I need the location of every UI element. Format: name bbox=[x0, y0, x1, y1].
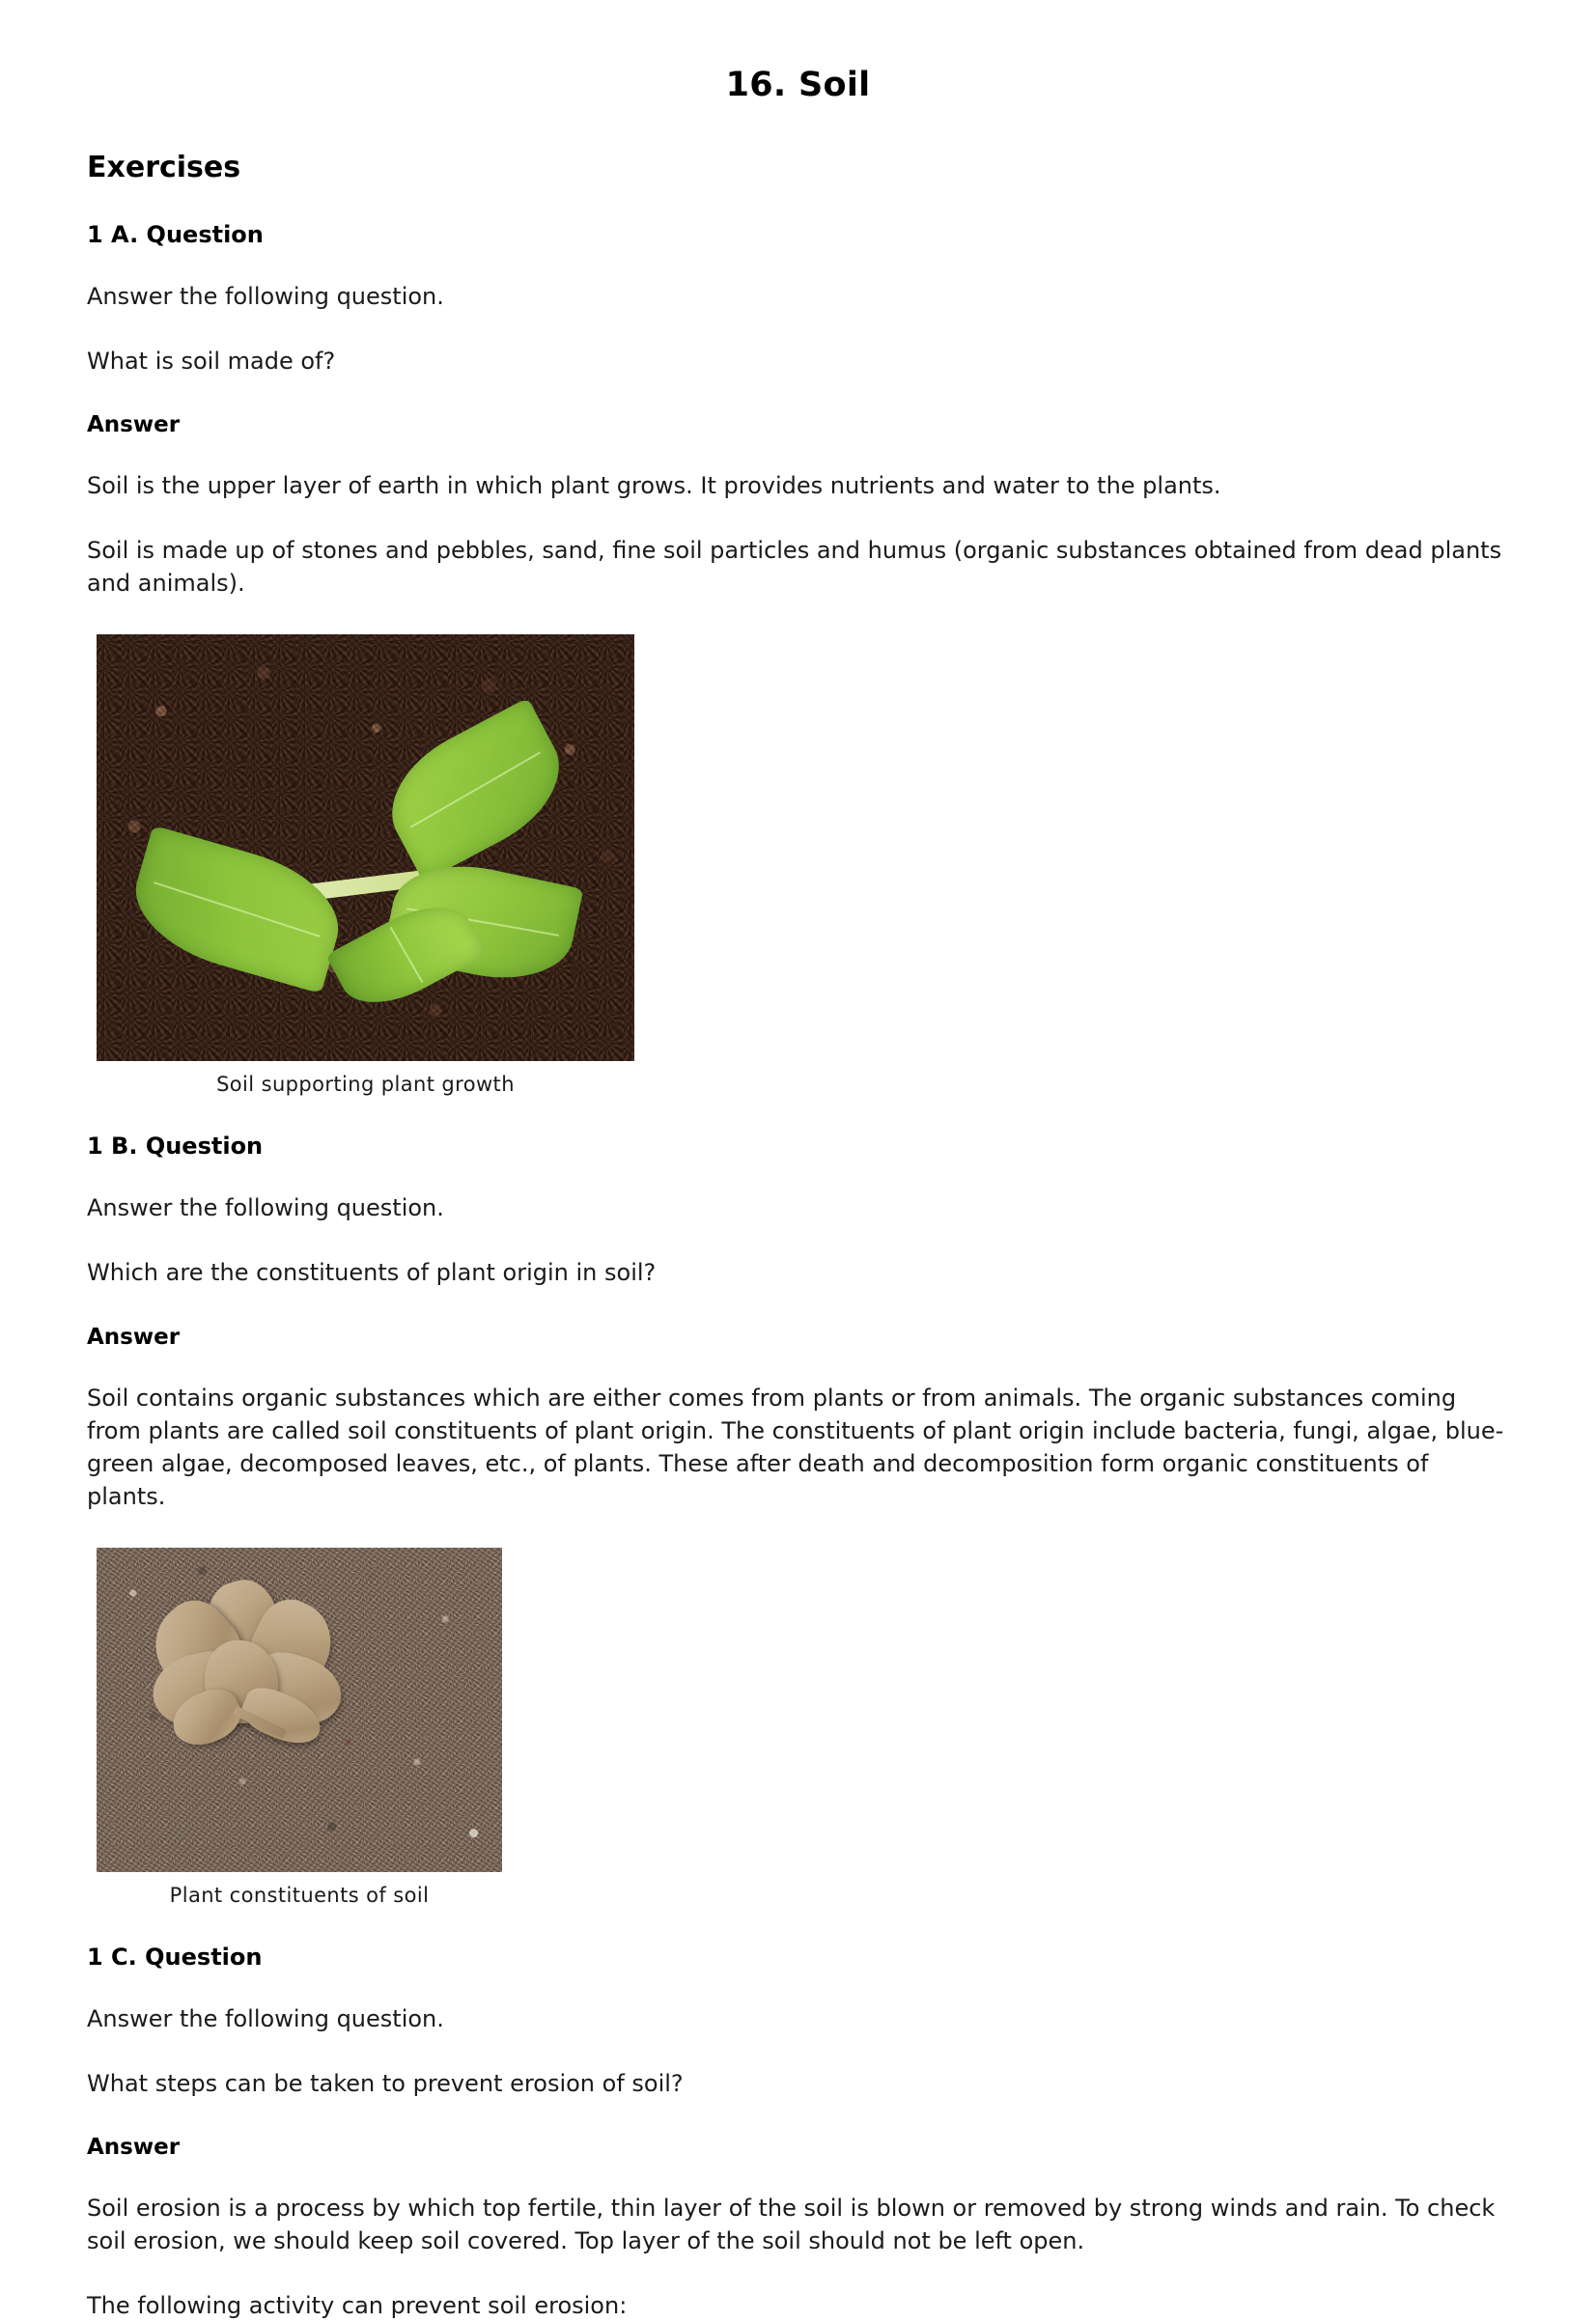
answer-paragraph-1b-1: Soil contains organic substances which are either comes from plants or from animals. The organic substances coming from plants are called soil constituents of plant origin. The constituents of plant origin include bacteria, fungi, algae, blue-green algae, decomposed leaves, etc., of plants. These after death and decomposition form organic constituents of plants. bbox=[87, 1384, 1504, 1510]
question-instruction-1a: Answer the following question. bbox=[87, 283, 444, 310]
answer-paragraph-1a-1: Soil is the upper layer of earth in which plant grows. It provides nutrients and water to the plants. bbox=[87, 472, 1221, 500]
section-heading-exercises: Exercises bbox=[87, 151, 241, 184]
answer-label-1b: Answer bbox=[87, 1324, 181, 1350]
question-heading-1a: 1 A. Question bbox=[87, 221, 264, 248]
image-dry-leaf-on-soil bbox=[97, 1548, 502, 1872]
figure-caption-1a: Soil supporting plant growth bbox=[216, 1073, 515, 1097]
answer-paragraph-1a-2: Soil is made up of stones and pebbles, sand, fine soil particles and humus (organic substances obtained from dead plants and animals). bbox=[87, 537, 1502, 598]
page-title: 16. Soil bbox=[725, 66, 871, 104]
question-heading-1c: 1 C. Question bbox=[87, 1943, 263, 1971]
answer-label-1a: Answer bbox=[87, 412, 181, 438]
question-heading-1b: 1 B. Question bbox=[87, 1133, 264, 1161]
question-text-1b: Which are the constituents of plant origin in soil? bbox=[87, 1259, 657, 1287]
figure-plant-constituents-of-soil bbox=[97, 1548, 502, 1907]
question-text-1a: What is soil made of? bbox=[87, 348, 336, 376]
image-seedling-in-soil bbox=[97, 634, 634, 1061]
answer-paragraph-1c-1: Soil erosion is a process by which top fertile, thin layer of the soil is blown or removed by strong winds and rain. To check soil erosion, we should keep soil covered. Top layer of the soil should not be left open. bbox=[87, 2195, 1496, 2255]
answer-paragraph-1c-2: The following activity can prevent soil erosion: bbox=[87, 2292, 628, 2320]
figure-soil-supporting-plant-growth bbox=[97, 634, 634, 1096]
question-instruction-1b: Answer the following question. bbox=[87, 1194, 444, 1222]
question-instruction-1c: Answer the following question. bbox=[87, 2004, 444, 2032]
answer-label-1c: Answer bbox=[87, 2135, 181, 2161]
figure-caption-1b: Plant constituents of soil bbox=[169, 1883, 430, 1907]
question-text-1c: What steps can be taken to prevent erosion of soil? bbox=[87, 2069, 684, 2097]
